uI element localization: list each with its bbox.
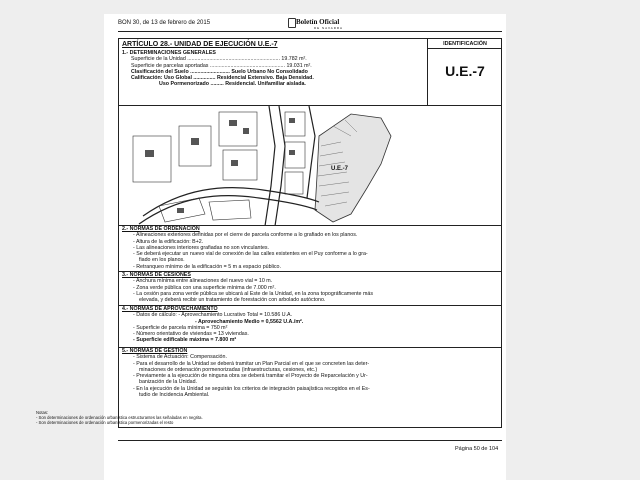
section-line: - Las alineaciones interiores grafiadas no son vinculantes. [133, 244, 270, 251]
identification-label: IDENTIFICACIÓN [443, 41, 487, 47]
note-line: - Son determinaciones de ordenación urbanística estructurantes las señaladas en negrita. [36, 415, 203, 420]
section-title: 2.- NORMAS DE ORDENACIÓN [122, 226, 200, 232]
general-line: Calificación: Uso Global ............... Residencial Extensivo. Baja Densidad. [131, 75, 314, 82]
page-number: Página 50 de 104 [455, 446, 499, 452]
cesiones-section [119, 271, 501, 303]
section-line: - Para el desarrollo de la Unidad se deberá tramitar un Plan Parcial en el que se concreten las deter- [133, 360, 370, 367]
issue-label: BON 30, de 13 de febrero de 2015 [118, 20, 211, 26]
general-line: Uso Pormenorizado ......... Residencial. Unifamiliar aislada. [159, 81, 306, 88]
section-line: banización de la Unidad. [139, 379, 198, 386]
section-line: - Superficie de parcela mínima = 750 m² [133, 324, 228, 331]
section-title: 4.- NORMAS DE APROVECHAMIENTO [122, 306, 218, 312]
section-line: tudio de Incidencia Ambiental. [139, 392, 210, 399]
section-line: - Aprovechamiento Medio = 0,5562 U.A./m². [195, 318, 304, 325]
identification-rule [428, 48, 502, 49]
brand-subtitle: DE NAVARRA [314, 26, 344, 30]
identification-code: U.E.-7 [445, 63, 485, 79]
note-line: - Son determinaciones de ordenación urbanística pormenorizadas el resto [36, 420, 174, 425]
section-title: 5.- NORMAS DE GESTIÓN [122, 348, 188, 354]
section-line: - En la ejecución de la Unidad se seguirán los criterios de integración paisajística recogidos en el Es- [133, 385, 370, 392]
section-line: minaciones de ordenación pormenorizadas (infraestructuras, cesiones, etc.) [139, 366, 318, 373]
section-line: - Sistema de Actuación: Compensación. [133, 354, 227, 361]
section-line: - Retranqueo mínimo de la edificación = 5 m a espacio público. [133, 263, 281, 270]
footer-rule [118, 440, 502, 441]
crest-icon [288, 18, 296, 28]
section-title: 1.- DETERMINACIONES GENERALES [122, 50, 216, 56]
general-line: Clasificación del Suelo ........................... Suelo Urbano No Consolidado [131, 68, 308, 75]
site-plan-map [119, 105, 501, 226]
section-line: - Alineaciones exteriores definidas por el cierre de parcela conforme a lo grafiado en los planos. [133, 232, 358, 239]
section-line: - Superficie edificable máxima = 7.800 m² [133, 337, 237, 344]
section-line: - Número orientativo de viviendas = 13 viviendas. [133, 331, 249, 338]
site-plan-drawing [119, 106, 501, 226]
section-line: - Se deberá ejecutar un nuevo vial de conexión de las calles existentes en el Puy conforme a lo gra- [133, 251, 368, 258]
section-line: elevada, y deberá recibir un tratamiento de forestación con arbolado autóctono. [139, 297, 326, 304]
section-title: 3.- NORMAS DE CESIONES [122, 272, 191, 278]
gestion-section [119, 347, 501, 398]
aprovechamiento-section [119, 305, 501, 344]
brand-title: Boletín Oficial [296, 18, 340, 26]
unit-map-label: U.E.-7 [331, 166, 349, 172]
section-line: - La cesión para zona verde pública se ubicará al Este de la Unidad, en la zona topográficamente más [133, 290, 373, 297]
general-line: Superficie de parcelas aportadas ................................................... 19.031 m². [131, 62, 312, 69]
article-sheet [118, 38, 502, 428]
section-line: - Zona verde pública con una superficie mínima de 7.000 m². [133, 284, 276, 291]
ordenacion-section [119, 225, 501, 270]
page-header [118, 18, 502, 30]
article-title: ARTÍCULO 28.- UNIDAD DE EJECUCIÓN U.E.-7 [122, 41, 278, 48]
section-line: - Anchura mínima entre alineaciones del nuevo vial = 10 m. [133, 278, 273, 285]
section-line: - Previamente a la ejecución de ninguna obra se deberá tramitar el Proyecto de Reparcelación y Ur- [133, 373, 368, 380]
section-line: - Datos de cálculo: - Aprovechamiento Lucrativo Total = 10.586 U.A. [133, 312, 293, 319]
header-rule [118, 31, 502, 32]
section-line: fiado en los planos. [139, 257, 185, 264]
section-line: - Altura de la edificación: B+2. [133, 238, 204, 245]
notes [36, 410, 203, 425]
notes-title: Notas: [36, 410, 49, 415]
general-line: Superficie de la Unidad ............................................................... 19.782 m². [131, 56, 307, 63]
general-section [119, 50, 427, 88]
